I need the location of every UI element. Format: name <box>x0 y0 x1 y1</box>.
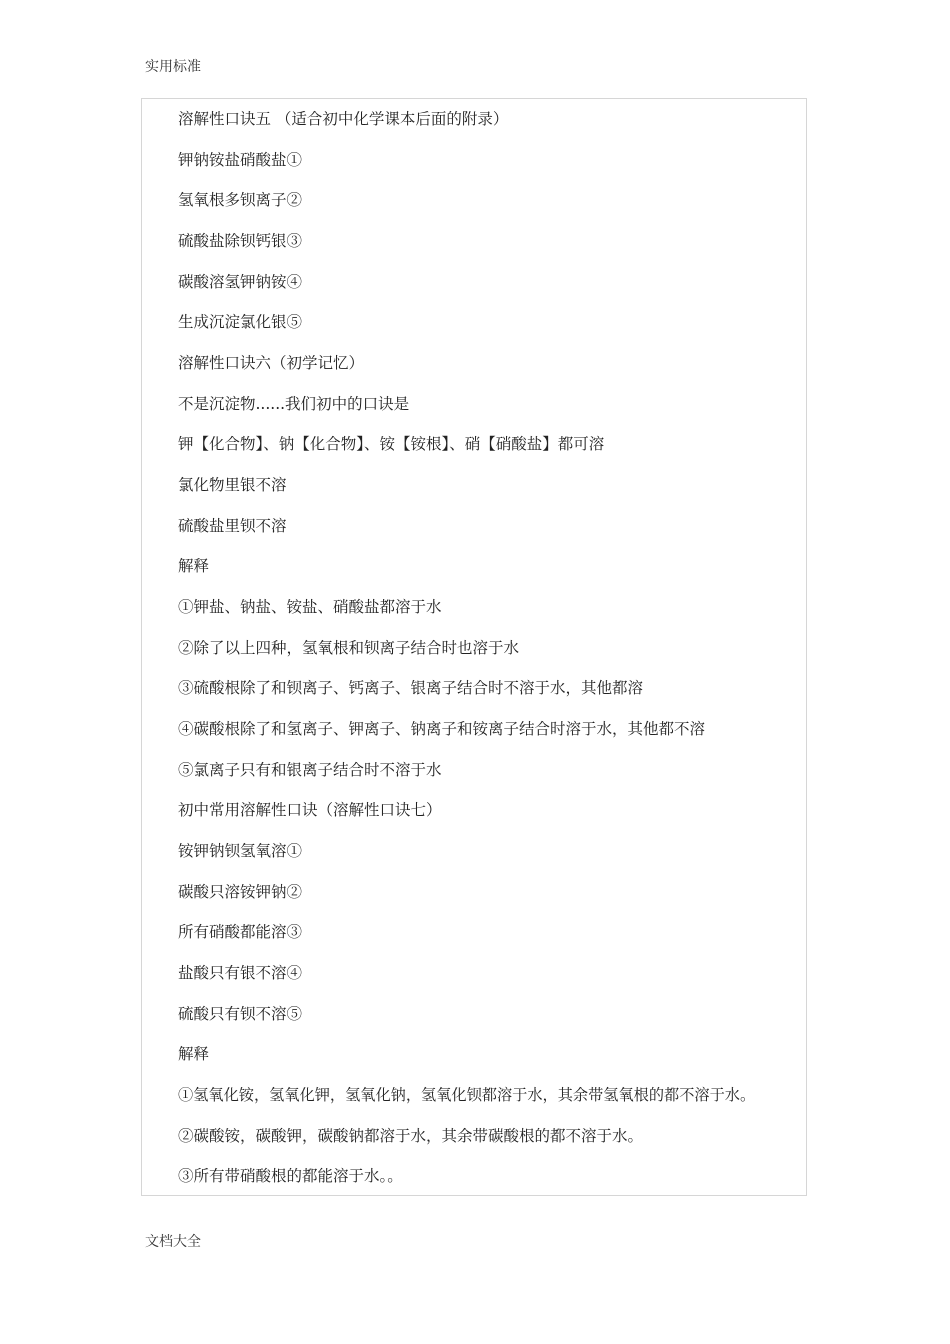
text-line: 溶解性口诀六（初学记忆） <box>178 354 365 372</box>
page-footer: 文档大全 <box>145 1234 201 1250</box>
text-line: 硫酸只有钡不溶⑤ <box>178 1005 303 1023</box>
page-header: 实用标准 <box>145 59 201 75</box>
text-line: 碳酸溶氢钾钠铵④ <box>178 273 303 291</box>
text-line: 硫酸盐里钡不溶 <box>178 517 287 535</box>
text-line: 硫酸盐除钡钙银③ <box>178 232 303 250</box>
text-line: 铵钾钠钡氢氧溶① <box>178 842 303 860</box>
text-line: ⑤氯离子只有和银离子结合时不溶于水 <box>178 761 442 779</box>
text-line: 解释 <box>178 557 210 575</box>
text-line: 溶解性口诀五 （适合初中化学课本后面的附录） <box>178 110 509 128</box>
text-line: ④碳酸根除了和氢离子、钾离子、钠离子和铵离子结合时溶于水，其他都不溶 <box>178 720 706 738</box>
text-line: 生成沉淀氯化银⑤ <box>178 313 303 331</box>
text-line: 氯化物里银不溶 <box>178 476 287 494</box>
text-line: 钾【化合物】、钠【化合物】、铵【铵根】、硝【硝酸盐】都可溶 <box>178 435 605 453</box>
text-line: 初中常用溶解性口诀（溶解性口诀七） <box>178 801 442 819</box>
text-line: 碳酸只溶铵钾钠② <box>178 883 303 901</box>
text-line: 氢氧根多钡离子② <box>178 191 303 209</box>
text-line: ①钾盐、钠盐、铵盐、硝酸盐都溶于水 <box>178 598 442 616</box>
text-line: 盐酸只有银不溶④ <box>178 964 303 982</box>
text-line: ①氢氧化铵，氢氧化钾，氢氧化钠，氢氧化钡都溶于水，其余带氢氧根的都不溶于水。 <box>178 1086 756 1104</box>
text-line: 钾钠铵盐硝酸盐① <box>178 151 303 169</box>
text-line: 不是沉淀物......我们初中的口诀是 <box>178 395 410 413</box>
text-line: ③硫酸根除了和钡离子、钙离子、银离子结合时不溶于水，其他都溶 <box>178 679 644 697</box>
text-line: ②除了以上四种，氢氧根和钡离子结合时也溶于水 <box>178 639 520 657</box>
text-line: ②碳酸铵，碳酸钾，碳酸钠都溶于水，其余带碳酸根的都不溶于水。 <box>178 1127 644 1145</box>
text-line: 所有硝酸都能溶③ <box>178 923 303 941</box>
text-line: ③所有带硝酸根的都能溶于水。。 <box>178 1167 403 1185</box>
text-line: 解释 <box>178 1045 210 1063</box>
